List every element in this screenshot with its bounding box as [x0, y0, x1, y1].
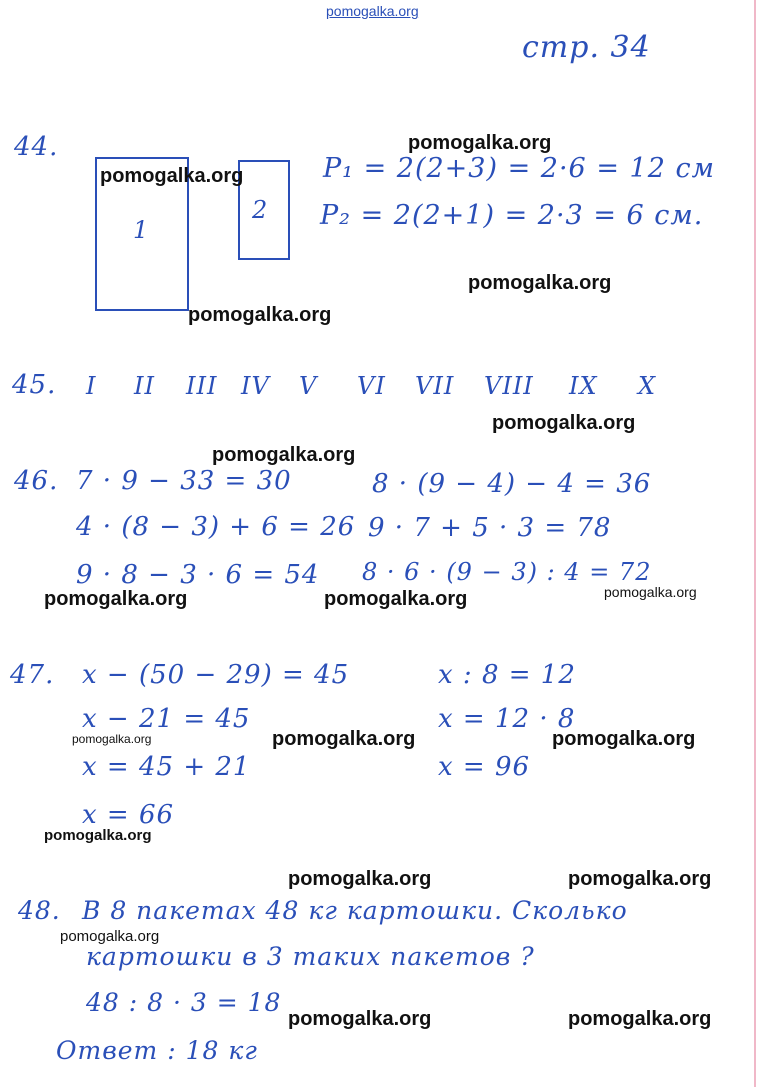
watermark: pomogalka.org [568, 1008, 712, 1030]
watermark: pomogalka.org [100, 165, 244, 187]
equation-step: x = 66 [82, 800, 175, 830]
equation-step: x : 8 = 12 [438, 660, 576, 690]
expression: 8 · (9 − 4) − 4 = 36 [372, 469, 652, 499]
watermark: pomogalka.org [552, 728, 696, 750]
roman-numeral: V [299, 372, 318, 400]
roman-numeral: VI [357, 372, 386, 400]
watermark: pomogalka.org [468, 272, 612, 294]
roman-numeral: III [186, 372, 218, 400]
page-margin-line [754, 0, 756, 1087]
roman-numeral: IX [569, 372, 598, 400]
watermark: pomogalka.org [288, 868, 432, 890]
task-46-number: 46. [14, 466, 59, 496]
page-label: стр. 34 [522, 30, 651, 65]
watermark: pomogalka.org [324, 588, 468, 610]
problem-text-line: картошки в 3 таких пакетов ? [86, 942, 535, 971]
equation-step: x = 96 [438, 752, 531, 782]
watermark: pomogalka.org [408, 132, 552, 154]
equation-step: x − 21 = 45 [82, 704, 251, 734]
problem-text-line: В 8 пакетах 48 кг картошки. Сколько [82, 896, 628, 925]
watermark: pomogalka.org [60, 928, 160, 945]
rectangle-2-label: 2 [252, 196, 269, 224]
task-47-number: 47. [10, 660, 55, 690]
watermark: pomogalka.org [288, 1008, 432, 1030]
perimeter-1: P₁ = 2(2+3) = 2·6 = 12 см [323, 153, 715, 184]
expression: 8 · 6 · (9 − 3) : 4 = 72 [362, 558, 652, 586]
equation-step: x − (50 − 29) = 45 [82, 660, 350, 690]
watermark: pomogalka.org [568, 868, 712, 890]
roman-numeral: X [638, 372, 657, 400]
watermark: pomogalka.org [604, 584, 697, 600]
perimeter-2: P₂ = 2(2+1) = 2·3 = 6 см. [320, 200, 704, 231]
watermark: pomogalka.org [44, 827, 152, 844]
roman-numeral: VIII [484, 372, 534, 400]
roman-numeral: II [134, 372, 155, 400]
expression: 9 · 8 − 3 · 6 = 54 [76, 560, 320, 590]
solution-line: 48 : 8 · 3 = 18 [86, 988, 282, 1017]
rectangle-1-label: 1 [133, 216, 150, 244]
watermark: pomogalka.org [44, 588, 188, 610]
expression: 9 · 7 + 5 · 3 = 78 [368, 513, 612, 543]
task-44-number: 44. [14, 132, 59, 162]
answer-line: Ответ : 18 кг [56, 1036, 258, 1065]
site-link[interactable]: pomogalka.org [326, 3, 419, 19]
roman-numeral: VII [415, 372, 455, 400]
roman-numeral: IV [241, 372, 270, 400]
expression: 4 · (8 − 3) + 6 = 26 [76, 512, 356, 542]
watermark: pomogalka.org [272, 728, 416, 750]
equation-step: x = 12 · 8 [438, 704, 576, 734]
watermark: pomogalka.org [212, 444, 356, 466]
expression: 7 · 9 − 33 = 30 [76, 466, 292, 496]
task-48-number: 48. [18, 896, 61, 925]
watermark: pomogalka.org [72, 732, 152, 746]
roman-numeral: I [86, 372, 97, 400]
watermark: pomogalka.org [492, 412, 636, 434]
task-45-number: 45. [12, 370, 57, 400]
equation-step: x = 45 + 21 [82, 752, 251, 782]
watermark: pomogalka.org [188, 304, 332, 326]
